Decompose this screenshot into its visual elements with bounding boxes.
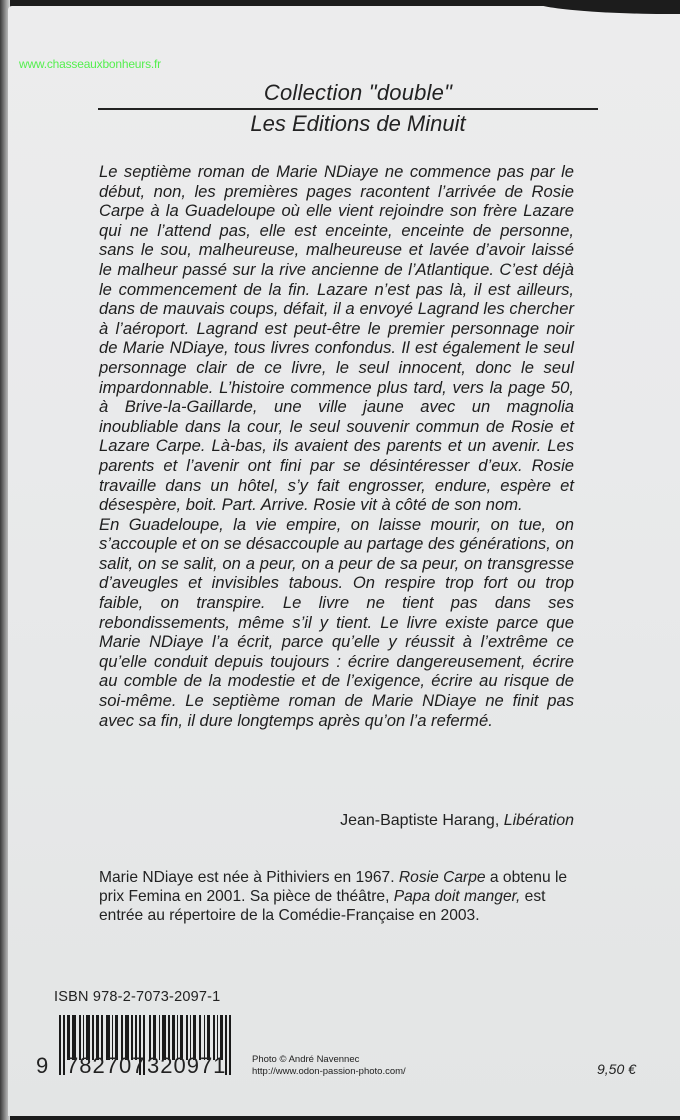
price-label: 9,50 € xyxy=(597,1061,636,1077)
bio-text-1: Marie NDiaye est née à Pithiviers en 1967. xyxy=(99,869,399,886)
barcode-left-digits: 782707 xyxy=(66,1053,146,1078)
review-author: Jean-Baptiste Harang, xyxy=(340,812,500,829)
photo-credit xyxy=(252,1054,406,1077)
author-bio xyxy=(99,868,589,925)
barcode-right-digits: 320971 xyxy=(147,1053,227,1078)
bio-text-2: a obtenu le prix Femina en 2001. Sa pièce de théâtre, xyxy=(99,869,568,905)
blurb-paragraph-2: En Guadeloupe, la vie empire, on laisse mourir, on tue, on s’accouple et on se désaccouple au partage des générations, on salit, on se salit, on a peur, on a peur de sa peur, on transgresse d’aveugles et invisibles tabous. On respire trop fort ou trop faible, on transpire. Le livre ne tient pas dans ses rebondissements, même s’il y tient. Le livre existe parce que Marie NDiaye l’a écrit, parce qu’elle y réussit à l’extrême ce qu’elle conduit depuis toujours : écrire dangereusement, écrire au comble de la modestie et de l’exigence, écrire au risque de soi-même. Le septième roman de Marie NDiaye ne finit pas avec sa fin, il dure longtemps après qu’on l’a refermé. xyxy=(99,514,574,730)
publisher-name: Les Editions de Minuit xyxy=(250,110,466,136)
bio-text-3: est entrée au répertoire de la Comédie-Française en 2003. xyxy=(99,888,546,924)
blurb-paragraph-1: Le septième roman de Marie NDiaye ne commence pas par le début, non, les premières pages racontent l’arrivée de Rosie Carpe à la Guadeloupe où elle vient rejoindre son frère Lazare qui ne l’attend pas, elle est enceinte, enceinte de personne, sans le sou, malheureuse, malheureuse et lavée d’avoir laissé le malheur passé sur la rive ancienne de l’Atlantique. C’est déjà le commencement de la fin. Lazare n’est pas là, il est ailleurs, dans de mauvais coups, défait, il a envoyé Lagrand les chercher à l’aéroport. Lagrand est peut-être le premier personnage noir de Marie NDiaye, tous livres confondus. Il est également le seul personnage clair de ce livre, le seul innocent, donc le seul impardonnable. L’histoire commence plus tard, vers la page 50, à Brive-la-Gaillarde, une ville jaune avec un magnolia inoubliable dans la cour, le seul souvenir commun de Rosie et Lazare Carpe. Là-bas, ils avaient des parents et un avenir. Les parents et l’avenir ont fini par se désintéresser d’eux. Rosie travaille dans un hôtel, s’y fait engrosser, endure, espère et désespère, boit. Part. Arrive. Rosie vit à côté de son nom. xyxy=(99,162,574,515)
isbn-number: ISBN 978-2-7073-2097-1 xyxy=(54,989,221,1005)
photo-credit-url[interactable]: http://www.odon-passion-photo.com/ xyxy=(252,1065,406,1077)
bio-title-1: Rosie Carpe xyxy=(398,869,486,886)
bio-title-2: Papa doit manger, xyxy=(393,888,521,905)
watermark-link[interactable]: www.chasseauxbonheurs.fr xyxy=(19,57,161,71)
review-source: Libération xyxy=(503,812,574,829)
collection-header xyxy=(98,80,598,137)
photo-credit-author: Photo © André Navennec xyxy=(252,1054,360,1065)
review-blurb xyxy=(99,162,574,730)
barcode-first-digit: 9 xyxy=(36,1053,50,1078)
review-attribution xyxy=(99,812,574,830)
collection-name: Collection "double" xyxy=(263,80,453,105)
header-divider xyxy=(98,108,598,110)
